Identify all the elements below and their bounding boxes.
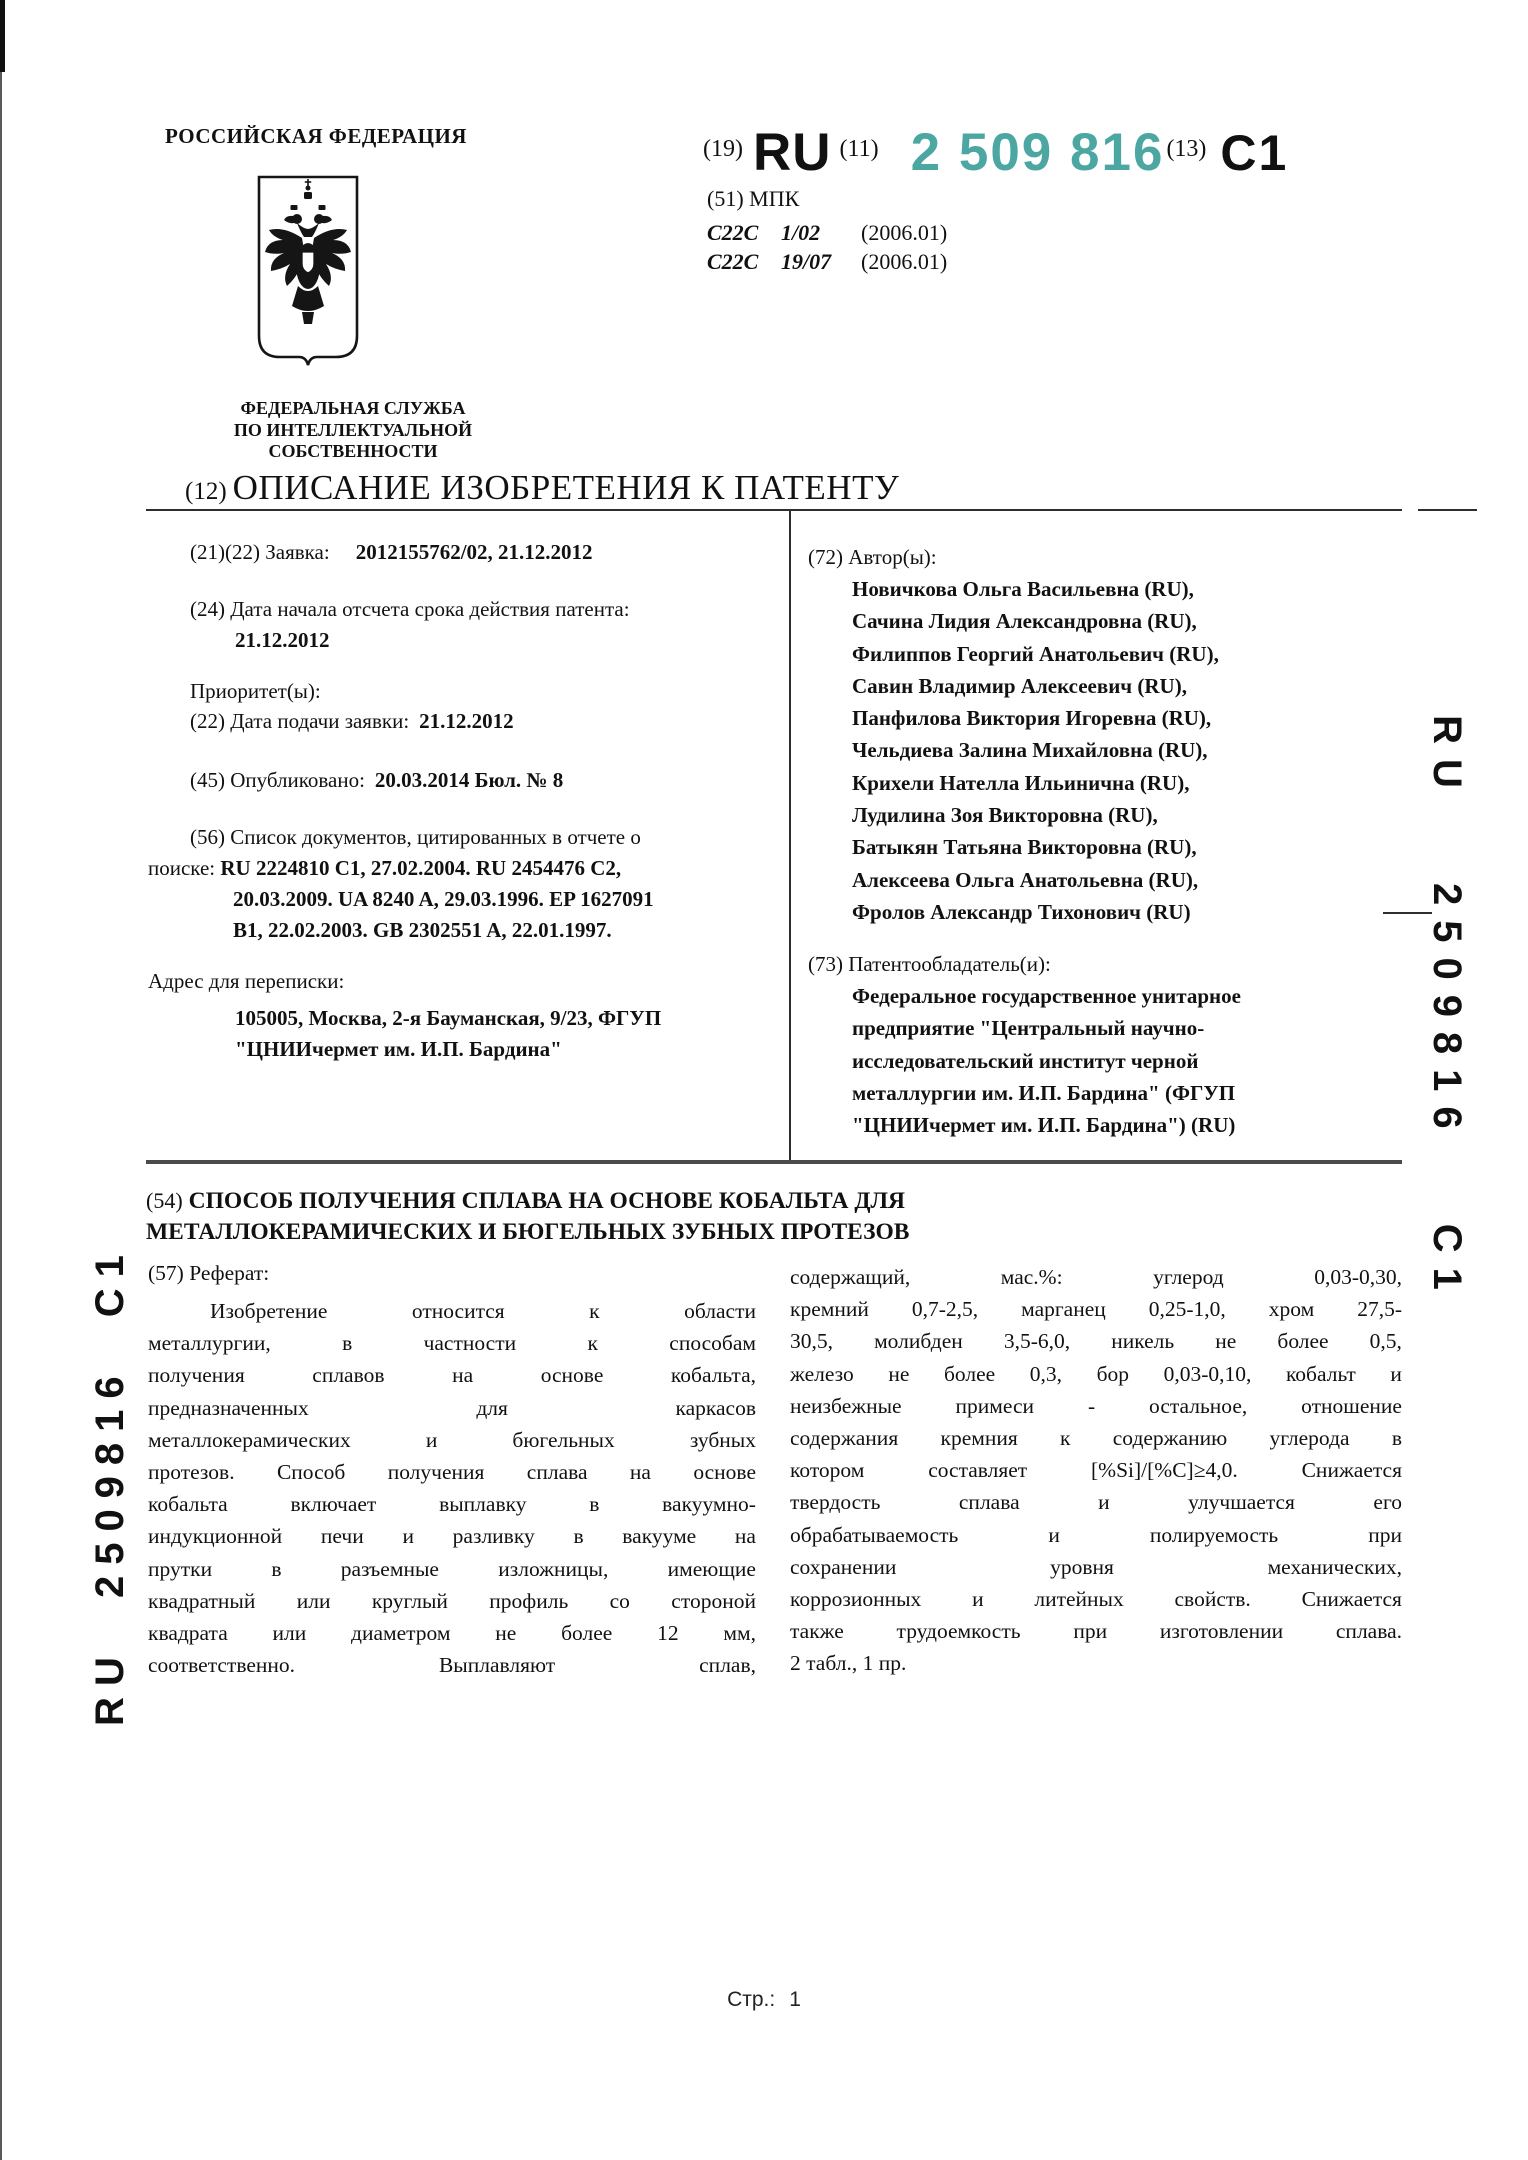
ipc-label: (51) МПК <box>707 186 800 211</box>
text-line: 105005, Москва, 2-я Бауманская, 9/23, ФГУП <box>235 1006 662 1030</box>
text-line: железо не более 0,3, бор 0,03-0,10, кобальт и <box>790 1361 1402 1386</box>
text-line: "ЦНИИчермет им. И.П. Бардина" <box>235 1037 562 1061</box>
biblio-top-rule <box>146 509 1402 511</box>
text-line: Изобретение относится к области <box>210 1299 756 1323</box>
application-field <box>190 540 593 565</box>
side-label-left: RU 2509816 C1 <box>88 1244 132 1726</box>
document-kind-heading <box>185 468 899 508</box>
publication-number: 2 509 816 <box>910 123 1165 182</box>
text-line: Савин Владимир Алексеевич (RU), <box>852 673 1187 698</box>
priority-label: Приоритет(ы): <box>190 679 321 703</box>
term-start-label: (24) Дата начала отсчета срока действия патента: <box>190 597 630 621</box>
published-field <box>190 768 563 793</box>
text-line: Новичкова Ольга Васильевна (RU), <box>852 577 1194 601</box>
text-line: предприятие "Центральный научно- <box>852 1016 1205 1041</box>
ipc-class: C22C <box>707 249 759 274</box>
text-line: кобальта включает выплавку в вакуумно- <box>148 1492 756 1517</box>
text-line: металлокерамических и бюгельных зубных <box>148 1427 756 1452</box>
text-line: Крихели Нателла Ильинична (RU), <box>852 770 1190 795</box>
coat-of-arms <box>256 174 360 371</box>
text-line: котором составляет [%Si]/[%C]≥4,0. Снижается <box>790 1458 1402 1483</box>
text-line: Панфилова Виктория Игоревна (RU), <box>852 706 1212 731</box>
abstract-column-2 <box>790 1261 1402 1680</box>
invention-title-line1: (54) СПОСОБ ПОЛУЧЕНИЯ СПЛАВА НА ОСНОВЕ КОБАЛЬТА ДЛЯ <box>146 1188 906 1214</box>
published-value: 20.03.2014 Бюл. № 8 <box>374 768 564 792</box>
text-line: 30,5, молибден 3,5-6,0, никель не более 0,5, <box>790 1329 1402 1354</box>
holder-list <box>852 980 1241 1141</box>
text-line: Лудилина Зоя Викторовна (RU), <box>852 803 1158 828</box>
text-line: квадрата или диаметром не более 12 мм, <box>148 1621 756 1646</box>
text-line: металлургии им. И.П. Бардина" (ФГУП <box>852 1080 1236 1105</box>
kind-code: C1 <box>1220 125 1289 181</box>
cited-docs-refs: RU 2224810 C1, 27.02.2004. RU 2454476 C2, <box>220 856 622 880</box>
publication-codes <box>703 122 1288 183</box>
biblio-bottom-rule <box>146 1160 1402 1164</box>
text-line: металлургии, в частности к способам <box>148 1331 756 1356</box>
text-line: обрабатываемость и полируемость при <box>790 1522 1402 1547</box>
margin-tick-top <box>1418 509 1477 511</box>
text-line: неизбежные примеси - остальное, отношение <box>790 1393 1402 1418</box>
text-line: получения сплавов на основе кобальта, <box>148 1363 756 1388</box>
text-line: протезов. Способ получения сплава на основе <box>148 1460 756 1485</box>
text-line: прутки в разъемные изложницы, имеющие <box>148 1556 756 1581</box>
text-line: содержания кремния к содержанию углерода в <box>790 1426 1402 1451</box>
document-kind-title: ОПИСАНИЕ ИЗОБРЕТЕНИЯ К ПАТЕНТУ <box>232 468 900 507</box>
text-line: Филиппов Георгий Анатольевич (RU), <box>852 641 1219 666</box>
inid-code-11: (11) <box>839 136 879 162</box>
text-line: квадратный или круглый профиль со стороной <box>148 1588 756 1613</box>
text-line: соответственно. Выплавляют сплав, <box>148 1653 756 1678</box>
text-line: содержащий, мас.%: углерод 0,03-0,30, <box>790 1265 1402 1289</box>
ipc-entry <box>707 218 947 247</box>
coat-of-arms-emblem <box>256 174 360 371</box>
page-number: 1 <box>789 1988 801 2011</box>
application-label: (21)(22) Заявка: <box>190 540 330 564</box>
ipc-entry <box>707 247 947 276</box>
text-line: твердость сплава и улучшается его <box>790 1490 1402 1515</box>
text-line: Сачина Лидия Александровна (RU), <box>852 609 1197 634</box>
address-lines <box>235 1003 661 1065</box>
agency-name <box>153 398 553 463</box>
invention-title <box>146 1186 1206 1247</box>
scan-corner-mark <box>0 0 5 72</box>
ipc-subclass: 1/02 <box>781 220 821 245</box>
abstract-column-1 <box>148 1295 756 1681</box>
filing-date-field <box>190 709 514 734</box>
inid-code-19: (19) <box>703 136 743 162</box>
text-line: Алексеева Ольга Анатольевна (RU), <box>852 867 1199 892</box>
filing-date-value: 21.12.2012 <box>419 709 514 733</box>
country-code: RU <box>752 123 832 182</box>
ipc-class: C22C <box>707 220 759 245</box>
inid-code-13: (13) <box>1166 136 1207 162</box>
ipc-version: (2006.01) <box>861 220 948 245</box>
address-label: Адрес для переписки: <box>148 969 345 993</box>
text-line: предназначенных для каркасов <box>148 1395 756 1420</box>
text-line: индукционной печи и разливку в вакууме на <box>148 1524 756 1549</box>
holder-label: (73) Патентообладатель(и): <box>808 952 1051 976</box>
text-line: сохранении уровня механических, <box>790 1554 1402 1579</box>
biblio-column-divider <box>789 510 791 1160</box>
application-value: 2012155762/02, 21.12.2012 <box>355 540 593 564</box>
page-footer-label: Стр.: <box>727 1988 776 2011</box>
authors-list <box>852 573 1219 928</box>
text-line: 2 табл., 1 пр. <box>790 1651 907 1676</box>
term-start-value: 21.12.2012 <box>235 628 330 652</box>
text-line: Федеральное государственное унитарное <box>852 984 1241 1008</box>
cited-docs-line2 <box>148 856 621 881</box>
cited-docs-label: поиске: <box>148 856 216 880</box>
text-line: коррозионных и литейных свойств. Снижается <box>790 1587 1402 1612</box>
cited-docs-line1: (56) Список документов, цитированных в отчете о <box>190 825 641 849</box>
ipc-block <box>707 186 947 276</box>
published-label: (45) Опубликовано: <box>190 768 365 792</box>
text-line: исследовательский институт черной <box>852 1048 1199 1073</box>
side-label-right: RU 2509816 C1 <box>1425 715 1469 1305</box>
double-headed-eagle-icon <box>265 179 351 324</box>
agency-line2: ПО ИНТЕЛЛЕКТУАЛЬНОЙ СОБСТВЕННОСТИ <box>233 419 473 461</box>
scan-edge-line <box>0 0 2 2160</box>
inid-code-12: (12) <box>185 478 227 505</box>
text-line: Фролов Александр Тихонович (RU) <box>852 899 1191 924</box>
filing-date-label: (22) Дата подачи заявки: <box>190 709 410 733</box>
text-line: Батыкян Татьяна Викторовна (RU), <box>852 835 1197 860</box>
inid-code-54: (54) <box>146 1188 183 1213</box>
authors-label: (72) Автор(ы): <box>808 545 937 569</box>
cited-docs-line4: B1, 22.02.2003. GB 2302551 A, 22.01.1997. <box>233 918 612 942</box>
country-name: РОССИЙСКАЯ ФЕДЕРАЦИЯ <box>165 124 467 148</box>
cited-docs-line3: 20.03.2009. UA 8240 A, 29.03.1996. EP 1627091 <box>233 887 654 911</box>
invention-title-line2: МЕТАЛЛОКЕРАМИЧЕСКИХ И БЮГЕЛЬНЫХ ЗУБНЫХ ПРОТЕЗОВ <box>146 1218 910 1245</box>
abstract-label: (57) Реферат: <box>148 1261 270 1285</box>
text-line: кремний 0,7-2,5, марганец 0,25-1,0, хром 27,5- <box>790 1297 1402 1322</box>
text-line: также трудоемкость при изготовлении сплава. <box>790 1619 1402 1644</box>
text-line: Чельдиева Залина Михайловна (RU), <box>852 738 1208 763</box>
agency-line1: ФЕДЕРАЛЬНАЯ СЛУЖБА <box>240 398 466 418</box>
text-line: "ЦНИИчермет им. И.П. Бардина") (RU) <box>852 1113 1236 1138</box>
ipc-subclass: 19/07 <box>781 249 832 274</box>
page-footer <box>0 1988 1528 2012</box>
ipc-version: (2006.01) <box>861 249 948 274</box>
